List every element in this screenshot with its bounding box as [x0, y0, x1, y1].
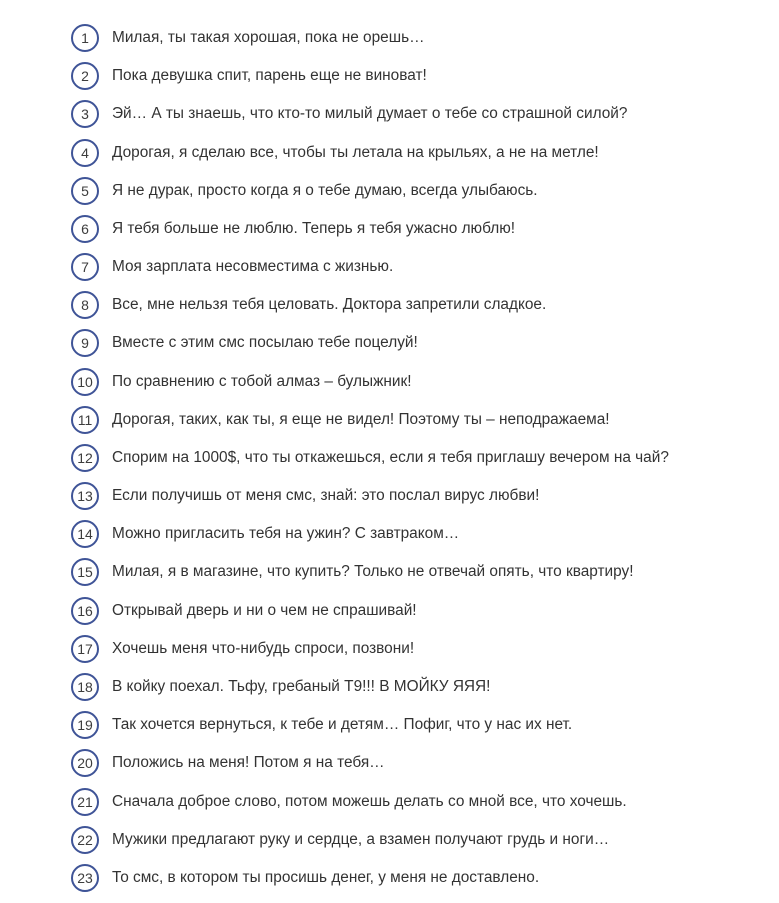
list-item-text: Хочешь меня что-нибудь спроси, позвони!: [112, 639, 415, 657]
number-badge: 23: [71, 864, 99, 892]
list-item-text: В койку поехал. Тьфу, гребаный Т9!!! В МОЙКУ ЯЯЯ!: [112, 678, 491, 695]
list-item: [71, 134, 771, 172]
number-badge: 17: [71, 635, 99, 663]
number-badge: 11: [71, 406, 99, 434]
list-item-text: Милая, я в магазине, что купить? Только не отвечай опять, что квартиру!: [112, 563, 634, 581]
list-item-text: Пока девушка спит, парень еще не виноват!: [112, 67, 427, 85]
list-item: [71, 592, 771, 630]
list-item-text: Положись на меня! Потом я на тебя…: [112, 754, 385, 772]
list-item-text: Если получишь от меня смс, знай: это послал вирус любви!: [112, 487, 540, 505]
number-badge: 12: [71, 444, 99, 472]
list-item: [71, 859, 771, 897]
list-item-text: Дорогая, таких, как ты, я еще не видел! Поэтому ты – неподражаема!: [112, 410, 610, 428]
list-item: [71, 630, 771, 668]
list-item: [71, 706, 771, 744]
number-badge: 9: [71, 329, 99, 357]
number-badge: 22: [71, 826, 99, 854]
number-badge: 5: [71, 177, 99, 205]
number-badge: 16: [71, 597, 99, 625]
number-badge: 10: [71, 368, 99, 396]
list-item: [71, 19, 771, 57]
list-item-text: Милая, ты такая хорошая, пока не орешь…: [112, 29, 425, 47]
list-item-text: По сравнению с тобой алмаз – булыжник!: [112, 372, 412, 390]
list-item: [71, 439, 771, 477]
number-badge: 20: [71, 749, 99, 777]
list-item: [71, 286, 771, 324]
list-item: [71, 744, 771, 782]
list-item: [71, 57, 771, 95]
number-badge: 15: [71, 558, 99, 586]
list-item: [71, 782, 771, 820]
list-item-text: Дорогая, я сделаю все, чтобы ты летала на крыльях, а не на метле!: [112, 143, 599, 161]
list-item: [71, 515, 771, 553]
number-badge: 1: [71, 24, 99, 52]
list-item-text: Открывай дверь и ни о чем не спрашивай!: [112, 601, 417, 619]
list-item-text: Все, мне нельзя тебя целовать. Доктора запретили сладкое.: [112, 296, 547, 314]
list-item: [71, 668, 771, 706]
list-item: [71, 95, 771, 133]
number-badge: 18: [71, 673, 99, 701]
list-item: [71, 172, 771, 210]
list-item: [71, 821, 771, 859]
list-item-text: Так хочется вернуться, к тебе и детям… Пофиг, что у нас их нет.: [112, 716, 573, 734]
list-item: [71, 363, 771, 401]
number-badge: 13: [71, 482, 99, 510]
list-item-text: Можно пригласить тебя на ужин? С завтраком…: [112, 525, 460, 543]
list-item-text: То смс, в котором ты просишь денег, у меня не доставлено.: [112, 868, 540, 886]
number-badge: 4: [71, 139, 99, 167]
number-badge: 7: [71, 253, 99, 281]
numbered-list: [71, 19, 771, 897]
number-badge: 14: [71, 520, 99, 548]
number-badge: 19: [71, 711, 99, 739]
list-item: [71, 401, 771, 439]
list-item: [71, 248, 771, 286]
list-item-text: Эй… А ты знаешь, что кто-то милый думает о тебе со страшной силой?: [112, 105, 628, 123]
number-badge: 3: [71, 100, 99, 128]
list-item-text: Я тебя больше не люблю. Теперь я тебя ужасно люблю!: [112, 219, 516, 237]
list-item-text: Вместе с этим смс посылаю тебе поцелуй!: [112, 334, 418, 352]
number-badge: 8: [71, 291, 99, 319]
list-item-text: Я не дурак, просто когда я о тебе думаю, всегда улыбаюсь.: [112, 181, 538, 199]
list-item-text: Мужики предлагают руку и сердце, а взамен получают грудь и ноги…: [112, 830, 610, 848]
list-item: [71, 477, 771, 515]
list-item-text: Моя зарплата несовместима с жизнью.: [112, 258, 394, 276]
list-item: [71, 210, 771, 248]
list-item-text: Сначала доброе слово, потом можешь делать со мной все, что хочешь.: [112, 792, 627, 810]
list-item: [71, 324, 771, 362]
number-badge: 21: [71, 788, 99, 816]
number-badge: 6: [71, 215, 99, 243]
list-item-text: Спорим на 1000$, что ты откажешься, если я тебя приглашу вечером на чай?: [112, 448, 669, 466]
number-badge: 2: [71, 62, 99, 90]
list-item: [71, 553, 771, 591]
